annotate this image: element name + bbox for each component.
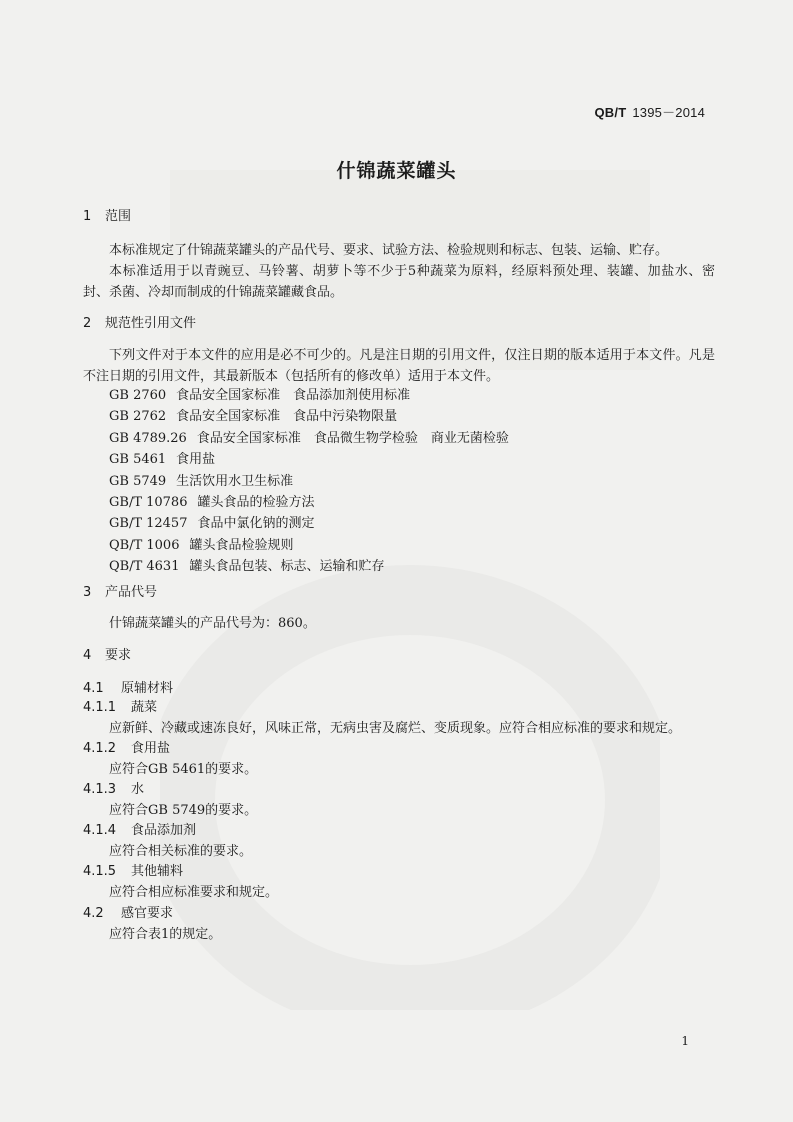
reference-code: QB/T 1006 [109, 537, 180, 553]
reference-item [83, 406, 715, 427]
section-product-code [83, 582, 715, 604]
reference-title: 食品安全国家标准 食品添加剂使用标准 [176, 388, 411, 403]
standard-code [595, 102, 706, 121]
reference-title: 罐头食品包装、标志、运输和贮存 [189, 559, 385, 575]
section-number: 1 [83, 209, 92, 224]
paragraph: 应符合GB 5749的要求。 [109, 803, 258, 818]
reference-code: GB 5461 [109, 452, 167, 468]
reference-item [83, 492, 715, 513]
section-title: 要求 [105, 648, 132, 663]
paragraph: 应符合GB 5461的要求。 [109, 762, 258, 777]
section-heading [83, 206, 715, 228]
reference-title: 食品安全国家标准 食品中污染物限量 [176, 409, 398, 425]
standard-prefix: QB/T [594, 105, 627, 120]
subsection-number: 4.1 [83, 681, 104, 696]
subsection-number: 4.1.4 [83, 823, 117, 838]
reference-item [83, 513, 715, 534]
reference-title: 生活饮用水卫生标准 [176, 473, 294, 489]
subsection-heading [83, 678, 715, 699]
reference-code: GB/T 10786 [109, 495, 188, 511]
paragraph: 应新鲜、冷藏或速冻良好，风味正常，无病虫害及腐烂、变质现象。应符合相应标准的要求和规定。 [109, 721, 682, 736]
section-normative-references [83, 313, 715, 335]
subsection-number: 4.1.3 [83, 782, 117, 797]
reference-item [83, 428, 715, 449]
section-heading [83, 645, 715, 667]
subsection-heading [83, 697, 715, 718]
reference-title: 食品安全国家标准 食品微生物学检验 商业无菌检验 [196, 430, 509, 446]
subsection-number: 4.1.1 [83, 700, 117, 715]
paragraph: 下列文件对于本文件的应用是必不可少的。凡是注日期的引用文件，仅注日期的版本适用于本文件。凡是不注日期的引用文件，其最新版本（包括所有的修改单）适用于本文件。 [83, 348, 715, 384]
paragraph: 什锦蔬菜罐头的产品代号为：860。 [109, 616, 316, 631]
section-title: 规范性引用文件 [105, 316, 197, 331]
document-title: 什锦蔬菜罐头 [336, 160, 457, 182]
reference-item [83, 385, 715, 406]
subsection-heading [83, 738, 715, 759]
subsection-title: 原辅材料 [121, 681, 174, 696]
subsection-additives [83, 820, 715, 862]
subsection-number: 4.1.5 [83, 864, 117, 879]
subsection-title: 水 [131, 782, 145, 797]
section-number: 4 [83, 648, 92, 663]
references-intro [83, 345, 715, 387]
subsection-salt [83, 738, 715, 780]
section-heading [83, 313, 715, 335]
paragraph: 本标准适用于以青豌豆、马铃薯、胡萝卜等不少于5种蔬菜为原料，经原料预处理、装罐、加盐水、密封、杀菌、冷却而制成的什锦蔬菜罐藏食品。 [83, 264, 715, 300]
standard-number: 1395－2014 [632, 105, 705, 120]
subsection-number: 4.1.2 [83, 741, 117, 756]
reference-title: 罐头食品的检验方法 [197, 495, 315, 511]
subsection-title: 蔬菜 [131, 700, 158, 715]
subsection-water [83, 779, 715, 821]
subsection-number: 4.2 [83, 906, 104, 921]
reference-item [83, 556, 715, 577]
subsection-heading [83, 903, 715, 924]
section-scope [83, 206, 715, 228]
reference-list [83, 385, 715, 578]
subsection-title: 食用盐 [131, 741, 171, 756]
subsection-raw-materials [83, 678, 715, 699]
reference-code: GB 5749 [109, 473, 167, 489]
subsection-sensory [83, 903, 715, 945]
product-code-text [83, 613, 715, 634]
reference-item [83, 449, 715, 470]
reference-code: GB 4789.26 [109, 430, 187, 446]
section-title: 产品代号 [105, 585, 158, 600]
subsection-title: 食品添加剂 [131, 823, 197, 838]
paragraph: 本标准规定了什锦蔬菜罐头的产品代号、要求、试验方法、检验规则和标志、包装、运输、贮存。 [109, 243, 669, 258]
subsection-other-auxiliaries [83, 861, 715, 903]
paragraph: 应符合相应标准要求和规定。 [109, 885, 279, 900]
reference-code: GB 2760 [109, 388, 167, 403]
reference-title: 食品中氯化钠的测定 [197, 516, 315, 532]
reference-list-block [83, 385, 715, 578]
section-number: 2 [83, 316, 92, 331]
paragraph: 应符合表1的规定。 [109, 927, 222, 942]
reference-title: 食用盐 [176, 452, 216, 468]
reference-item [83, 535, 715, 556]
subsection-vegetables [83, 697, 715, 739]
reference-code: QB/T 4631 [109, 559, 180, 575]
subsection-heading [83, 861, 715, 882]
subsection-title: 感官要求 [121, 906, 174, 921]
section-number: 3 [83, 585, 92, 600]
subsection-heading [83, 820, 715, 841]
reference-title: 罐头食品检验规则 [189, 537, 294, 553]
reference-code: GB 2762 [109, 409, 167, 425]
section-heading [83, 582, 715, 604]
reference-code: GB/T 12457 [109, 516, 188, 532]
page-number: 1 [681, 1034, 689, 1048]
section-requirements [83, 645, 715, 667]
reference-item [83, 471, 715, 492]
section-title: 范围 [105, 209, 132, 224]
paragraph: 应符合相关标准的要求。 [109, 844, 253, 859]
scope-paragraphs [83, 240, 715, 303]
subsection-heading [83, 779, 715, 800]
subsection-title: 其他辅料 [131, 864, 184, 879]
